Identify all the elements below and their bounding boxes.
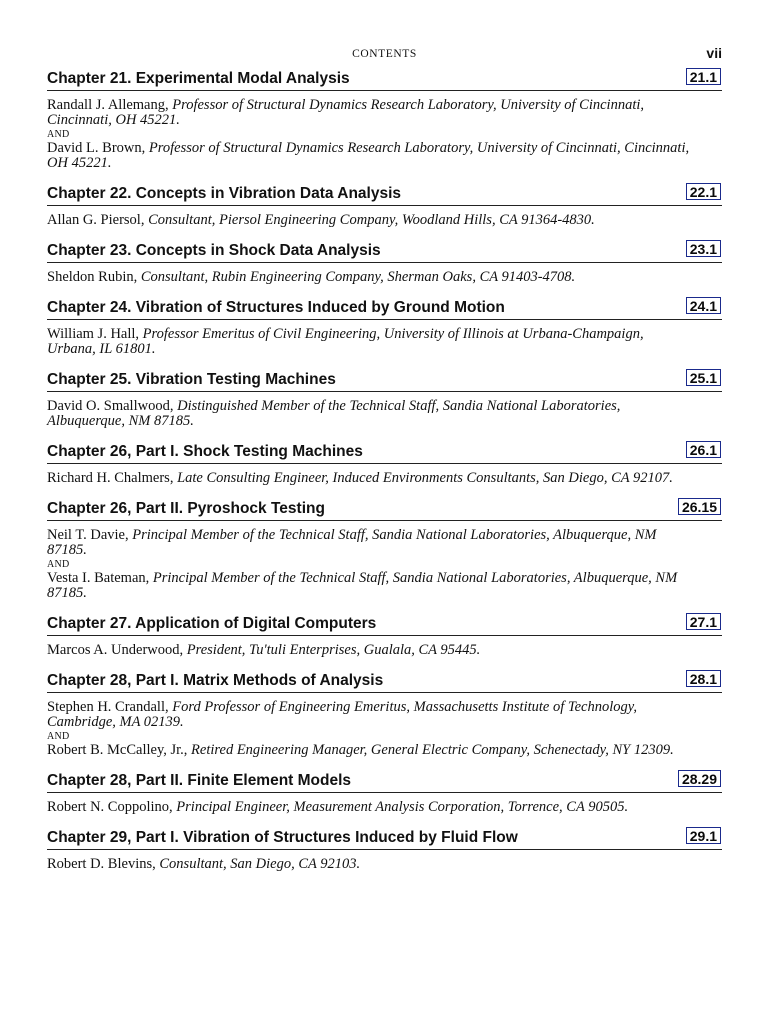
author-name: Richard H. Chalmers, (47, 470, 174, 486)
author-line (47, 399, 722, 429)
chapter-title: Chapter 28, Part II. Finite Element Models (47, 772, 352, 789)
chapter-page-link[interactable]: 23.1 (686, 240, 721, 257)
author-name: Sheldon Rubin, (47, 269, 138, 285)
chapter-page-link[interactable]: 27.1 (686, 613, 721, 630)
author-affiliation: Professor of Structural Dynamics Research Laboratory, University of Cincinnati, Cincinnati, OH 45221. (47, 97, 645, 128)
author-line (47, 141, 722, 171)
chapter-page-link[interactable]: 26.1 (686, 441, 721, 458)
author-line (47, 213, 722, 228)
chapter-heading (47, 670, 722, 693)
toc-entry (47, 369, 722, 429)
chapter-title: Chapter 22. Concepts in Vibration Data Analysis (47, 185, 402, 202)
author-affiliation: Distinguished Member of the Technical Staff, Sandia National Laboratories, Albuquerque, NM 87185. (47, 398, 621, 429)
chapter-title: Chapter 23. Concepts in Shock Data Analysis (47, 242, 381, 259)
toc-entry (47, 68, 722, 171)
toc-entry (47, 613, 722, 658)
author-affiliation: Retired Engineering Manager, General Electric Company, Schenectady, NY 12309. (191, 742, 674, 758)
toc-entry (47, 441, 722, 486)
author-separator: AND (47, 559, 70, 570)
chapter-title: Chapter 21. Experimental Modal Analysis (47, 70, 350, 87)
chapter-title: Chapter 27. Application of Digital Computers (47, 615, 377, 632)
chapter-page-link[interactable]: 25.1 (686, 369, 721, 386)
author-affiliation: Professor of Structural Dynamics Research Laboratory, University of Cincinnati, Cincinnati, OH 45221. (47, 140, 690, 171)
author-name: Randall J. Allemang, (47, 97, 169, 113)
author-line (47, 471, 722, 486)
chapter-heading (47, 770, 722, 793)
author-affiliation: Consultant, Piersol Engineering Company, Woodland Hills, CA 91364-4830. (148, 212, 595, 228)
chapter-heading (47, 498, 722, 521)
chapter-heading (47, 240, 722, 263)
author-line (47, 643, 722, 658)
author-name: William J. Hall, (47, 326, 140, 342)
author-separator: AND (47, 129, 70, 140)
toc-entry (47, 827, 722, 872)
author-name: Robert N. Coppolino, (47, 799, 173, 815)
author-separator: AND (47, 731, 70, 742)
author-affiliation: Principal Engineer, Measurement Analysis Corporation, Torrence, CA 90505. (176, 799, 629, 815)
author-name: Stephen H. Crandall, (47, 699, 169, 715)
chapter-title: Chapter 24. Vibration of Structures Induced by Ground Motion (47, 299, 505, 316)
running-title: CONTENTS (352, 48, 417, 60)
author-line (47, 800, 722, 815)
contents-page (47, 0, 722, 884)
author-affiliation: Ford Professor of Engineering Emeritus, Massachusetts Institute of Technology, Cambridge, MA 02139. (47, 699, 638, 730)
toc-entry (47, 770, 722, 815)
chapter-page-link[interactable]: 26.15 (678, 498, 721, 515)
author-affiliation: Consultant, Rubin Engineering Company, Sherman Oaks, CA 91403-4708. (140, 269, 576, 285)
author-name: Robert B. McCalley, Jr., (47, 742, 188, 758)
chapter-page-link[interactable]: 21.1 (686, 68, 721, 85)
chapter-heading (47, 297, 722, 320)
author-line (47, 270, 722, 285)
author-line (47, 327, 722, 357)
chapter-title: Chapter 26, Part I. Shock Testing Machines (47, 443, 363, 460)
author-name: Neil T. Davie, (47, 527, 129, 543)
author-affiliation: Professor Emeritus of Civil Engineering, University of Illinois at Urbana-Champaign, Urbana, IL 61801. (47, 326, 644, 357)
author-line (47, 98, 722, 128)
chapter-heading (47, 827, 722, 850)
author-name: Robert D. Blevins, (47, 856, 156, 872)
author-affiliation: President, Tu'tuli Enterprises, Gualala, CA 95445. (186, 642, 481, 658)
author-line (47, 528, 722, 558)
chapter-page-link[interactable]: 29.1 (686, 827, 721, 844)
table-of-contents (47, 68, 722, 872)
toc-entry (47, 498, 722, 601)
chapter-heading (47, 183, 722, 206)
toc-entry (47, 183, 722, 228)
author-affiliation: Principal Member of the Technical Staff, Sandia National Laboratories, Albuquerque, NM 87185. (47, 570, 678, 601)
chapter-title: Chapter 25. Vibration Testing Machines (47, 371, 336, 388)
chapter-title: Chapter 29, Part I. Vibration of Structures Induced by Fluid Flow (47, 829, 518, 846)
author-line (47, 700, 722, 730)
author-line (47, 571, 722, 601)
chapter-title: Chapter 26, Part II. Pyroshock Testing (47, 500, 325, 517)
chapter-page-link[interactable]: 28.1 (686, 670, 721, 687)
author-affiliation: Principal Member of the Technical Staff, Sandia National Laboratories, Albuquerque, NM 87185. (47, 527, 657, 558)
chapter-title: Chapter 28, Part I. Matrix Methods of Analysis (47, 672, 384, 689)
toc-entry (47, 240, 722, 285)
running-head (47, 0, 722, 68)
chapter-page-link[interactable]: 24.1 (686, 297, 721, 314)
toc-entry (47, 670, 722, 758)
chapter-heading (47, 68, 722, 91)
chapter-page-link[interactable]: 22.1 (686, 183, 721, 200)
author-name: David O. Smallwood, (47, 398, 174, 414)
chapter-heading (47, 369, 722, 392)
author-name: Vesta I. Bateman, (47, 570, 150, 586)
author-line (47, 857, 722, 872)
chapter-heading (47, 441, 722, 464)
author-affiliation: Late Consulting Engineer, Induced Environments Consultants, San Diego, CA 92107. (177, 470, 673, 486)
author-line (47, 743, 722, 758)
toc-entry (47, 297, 722, 357)
author-name: David L. Brown, (47, 140, 146, 156)
chapter-heading (47, 613, 722, 636)
author-affiliation: Consultant, San Diego, CA 92103. (159, 856, 361, 872)
author-name: Marcos A. Underwood, (47, 642, 184, 658)
page-number: vii (706, 45, 722, 61)
chapter-page-link[interactable]: 28.29 (678, 770, 721, 787)
author-name: Allan G. Piersol, (47, 212, 145, 228)
